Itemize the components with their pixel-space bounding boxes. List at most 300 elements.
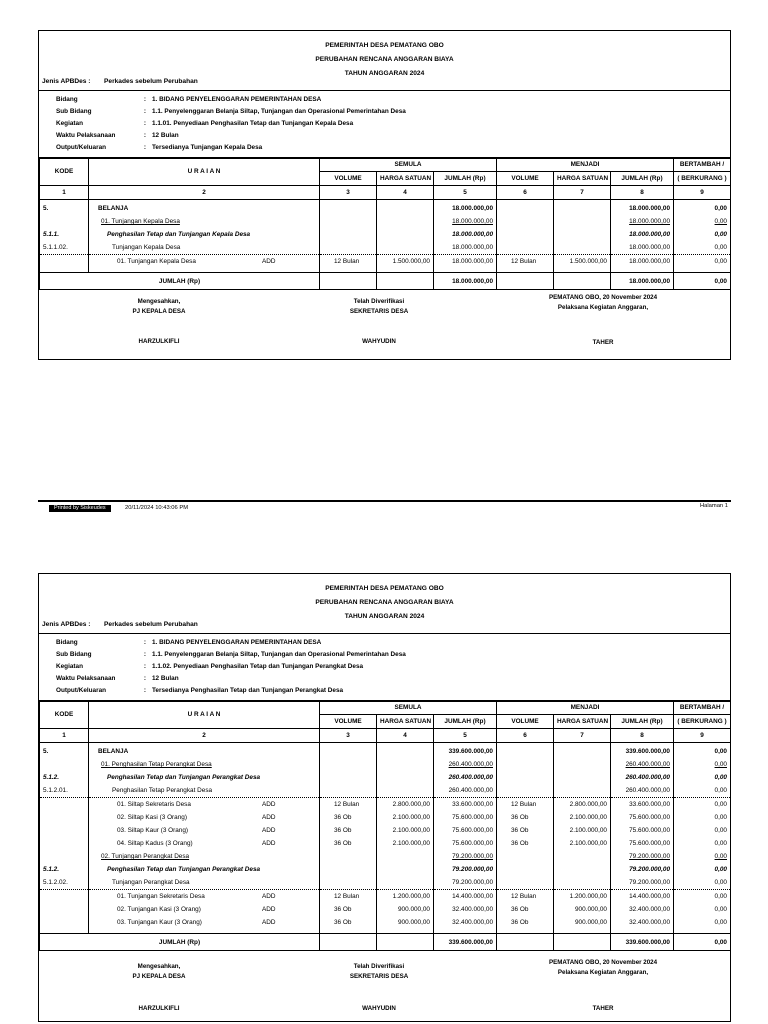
row-uraian (89, 255, 320, 269)
table-row (40, 215, 731, 228)
row-selisih: 0,00 (674, 811, 731, 824)
sumber-dana: ADD (262, 827, 276, 834)
row-uraian (89, 837, 320, 850)
jenis-value: Perkades sebelum Perubahan (104, 78, 198, 85)
row-selisih: 0,00 (674, 255, 731, 269)
jenis-label: Jenis APBDes : (42, 621, 91, 628)
row-uraian: Penghasilan Tetap dan Tunjangan Perangkat Desa (89, 863, 320, 876)
info-bidang: Bidang : 1. BIDANG PENYELENGGARAN PEMERINTAHAN DESA (56, 639, 322, 646)
row-volume-semula (320, 241, 377, 255)
row-uraian: Penghasilan Tetap Perangkat Desa (89, 784, 320, 798)
row-selisih: 0,00 (674, 771, 731, 784)
row-selisih: 0,00 (674, 758, 731, 771)
fiscal-year: TAHUN ANGGARAN 2024 (344, 613, 425, 620)
uraian-text: 04. Siltap Kadus (3 Orang) (117, 840, 193, 847)
total-semula: 18.000.000,00 (434, 273, 497, 290)
header-row (40, 158, 731, 172)
uraian-text: 01. Tunjangan Sekretaris Desa (117, 893, 205, 900)
row-volume-semula (320, 758, 377, 771)
row-jumlah-semula: 18.000.000,00 (434, 215, 497, 228)
print-footer (38, 500, 731, 516)
row-volume-semula (320, 850, 377, 863)
row-volume-semula (320, 771, 377, 784)
total-empty (554, 273, 611, 290)
info-waktu: Waktu Pelaksanaan : 12 Bulan (56, 132, 179, 139)
budget-table (39, 700, 731, 951)
row-harga-semula: 900.000,00 (377, 916, 434, 929)
row-selisih: 0,00 (674, 837, 731, 850)
budget-table (39, 157, 731, 290)
row-harga-semula (377, 228, 434, 241)
table-row (40, 228, 731, 241)
row-volume-semula (320, 743, 377, 759)
sumber-dana: ADD (262, 801, 276, 808)
sig-pelaksana: PEMATANG OBO, 20 November 2024 Pelaksana Kegiatan Anggaran, TAHER (523, 958, 683, 1014)
row-volume-menjadi: 12 Bulan (497, 890, 554, 904)
col-kode: KODE (40, 158, 89, 186)
sig-pj-kepala-desa: Mengesahkan, PJ KEPALA DESA HARZULKIFLI (99, 962, 219, 1014)
table-row (40, 758, 731, 771)
table-row (40, 863, 731, 876)
row-jumlah-menjadi: 32.400.000,00 (611, 916, 674, 929)
uraian-text: 02. Siltap Kasi (3 Orang) (117, 814, 187, 821)
table-row (40, 876, 731, 890)
col-berkurang: ( BERKURANG ) (674, 715, 731, 729)
col-number: 9 (674, 729, 731, 743)
table-row (40, 743, 731, 759)
row-selisih: 0,00 (674, 824, 731, 837)
row-kode: 5.1.2.02. (40, 876, 89, 890)
row-volume-menjadi: 36 Ob (497, 903, 554, 916)
table-row (40, 241, 731, 255)
row-volume-menjadi (497, 784, 554, 798)
col-number: 7 (554, 729, 611, 743)
row-kode: 5.1.1. (40, 228, 89, 241)
row-harga-menjadi (554, 228, 611, 241)
col-bertambah: BERTAMBAH / (674, 158, 731, 172)
sumber-dana: ADD (262, 906, 276, 913)
row-volume-semula: 36 Ob (320, 916, 377, 929)
doc-title: PERUBAHAN RENCANA ANGGARAN BIAYA (315, 599, 454, 606)
row-harga-semula (377, 784, 434, 798)
header-row (40, 701, 731, 715)
row-jumlah-menjadi: 14.400.000,00 (611, 890, 674, 904)
total-selisih: 0,00 (674, 273, 731, 290)
row-selisih: 0,00 (674, 850, 731, 863)
table-row (40, 255, 731, 269)
row-jumlah-semula: 339.600.000,00 (434, 743, 497, 759)
row-harga-menjadi (554, 784, 611, 798)
sig-sekretaris-desa: Telah Diverifikasi SEKRETARIS DESA WAHYUDIN (319, 962, 439, 1014)
col-volume: VOLUME (497, 172, 554, 186)
row-harga-semula: 2.100.000,00 (377, 811, 434, 824)
row-harga-menjadi: 1.500.000,00 (554, 255, 611, 269)
row-volume-menjadi (497, 771, 554, 784)
col-menjadi: MENJADI (497, 701, 674, 715)
col-number: 2 (89, 186, 320, 200)
print-timestamp: 20/11/2024 10:43:06 PM (125, 505, 189, 511)
row-volume-menjadi: 12 Bulan (497, 798, 554, 812)
uraian-text: 01. Tunjangan Kepala Desa (117, 258, 196, 265)
row-harga-menjadi (554, 743, 611, 759)
row-volume-menjadi: 12 Bulan (497, 255, 554, 269)
total-empty (554, 934, 611, 951)
row-kode (40, 798, 89, 812)
row-jumlah-semula: 18.000.000,00 (434, 228, 497, 241)
row-kode: 5.1.2. (40, 863, 89, 876)
table-row (40, 784, 731, 798)
row-jumlah-menjadi: 18.000.000,00 (611, 215, 674, 228)
sumber-dana: ADD (262, 919, 276, 926)
row-harga-semula: 1.500.000,00 (377, 255, 434, 269)
table-row (40, 903, 731, 916)
row-harga-menjadi: 2.100.000,00 (554, 824, 611, 837)
col-number: 2 (89, 729, 320, 743)
col-number: 3 (320, 729, 377, 743)
row-harga-menjadi: 2.800.000,00 (554, 798, 611, 812)
row-volume-semula: 12 Bulan (320, 798, 377, 812)
total-empty (377, 934, 434, 951)
total-semula: 339.600.000,00 (434, 934, 497, 951)
row-volume-semula (320, 228, 377, 241)
row-harga-semula: 900.000,00 (377, 903, 434, 916)
row-kode (40, 850, 89, 863)
total-selisih: 0,00 (674, 934, 731, 951)
row-jumlah-semula: 14.400.000,00 (434, 890, 497, 904)
col-volume: VOLUME (320, 715, 377, 729)
row-volume-menjadi (497, 200, 554, 216)
row-volume-menjadi: 36 Ob (497, 824, 554, 837)
row-uraian: Penghasilan Tetap dan Tunjangan Perangkat Desa (89, 771, 320, 784)
row-volume-menjadi (497, 743, 554, 759)
row-volume-semula: 36 Ob (320, 824, 377, 837)
pj-name: HARZULKIFLI (138, 338, 180, 345)
row-harga-menjadi: 1.200.000,00 (554, 890, 611, 904)
sumber-dana: ADD (262, 893, 276, 900)
col-uraian: U R A I A N (89, 701, 320, 729)
row-jumlah-semula: 260.400.000,00 (434, 771, 497, 784)
row-jumlah-semula: 75.600.000,00 (434, 811, 497, 824)
row-uraian: 01. Tunjangan Kepala Desa (89, 215, 320, 228)
row-kode (40, 903, 89, 916)
col-kode: KODE (40, 701, 89, 729)
col-harga: HARGA SATUAN (377, 715, 434, 729)
col-number: 4 (377, 186, 434, 200)
row-selisih: 0,00 (674, 228, 731, 241)
row-selisih: 0,00 (674, 215, 731, 228)
col-volume: VOLUME (320, 172, 377, 186)
info-output: Output/Keluaran : Tersedianya Penghasilan Tetap dan Tunjangan Perangkat Desa (56, 687, 344, 694)
row-jumlah-menjadi: 18.000.000,00 (611, 255, 674, 269)
row-jumlah-semula: 18.000.000,00 (434, 255, 497, 269)
row-volume-menjadi (497, 863, 554, 876)
row-kode (40, 255, 89, 269)
row-volume-menjadi (497, 876, 554, 890)
sig-sekretaris-desa: Telah Diverifikasi SEKRETARIS DESA WAHYUDIN (319, 297, 439, 347)
row-selisih: 0,00 (674, 743, 731, 759)
row-volume-semula: 36 Ob (320, 837, 377, 850)
sheet-header (39, 39, 730, 81)
row-harga-menjadi (554, 200, 611, 216)
info-output: Output/Keluaran : Tersedianya Tunjangan Kepala Desa (56, 144, 263, 151)
row-jumlah-menjadi: 79.200.000,00 (611, 876, 674, 890)
col-bertambah: BERTAMBAH / (674, 701, 731, 715)
rab-sheet-1 (38, 30, 731, 360)
row-harga-semula: 2.100.000,00 (377, 837, 434, 850)
sekdes-name: WAHYUDIN (362, 338, 396, 345)
row-jumlah-semula: 18.000.000,00 (434, 241, 497, 255)
row-volume-semula: 12 Bulan (320, 255, 377, 269)
row-uraian: BELANJA (89, 743, 320, 759)
pj-name: HARZULKIFLI (138, 1005, 180, 1012)
row-selisih: 0,00 (674, 798, 731, 812)
row-volume-menjadi (497, 758, 554, 771)
activity-info (39, 633, 730, 702)
gov-name: PEMERINTAH DESA PEMATANG OBO (325, 42, 444, 49)
row-harga-menjadi: 900.000,00 (554, 916, 611, 929)
row-selisih: 0,00 (674, 784, 731, 798)
row-kode (40, 916, 89, 929)
row-selisih: 0,00 (674, 876, 731, 890)
uraian-text: 02. Tunjangan Kasi (3 Orang) (117, 906, 201, 913)
row-jumlah-menjadi: 18.000.000,00 (611, 241, 674, 255)
total-menjadi: 18.000.000,00 (611, 273, 674, 290)
row-jumlah-semula: 260.400.000,00 (434, 784, 497, 798)
row-harga-semula (377, 743, 434, 759)
col-number: 7 (554, 186, 611, 200)
uraian-text: 01. Siltap Sekretaris Desa (117, 801, 191, 808)
table-row (40, 200, 731, 216)
row-jumlah-semula: 260.400.000,00 (434, 758, 497, 771)
table-row (40, 771, 731, 784)
sumber-dana: ADD (262, 258, 276, 265)
row-harga-semula (377, 758, 434, 771)
info-bidang: Bidang : 1. BIDANG PENYELENGGARAN PEMERINTAHAN DESA (56, 96, 322, 103)
row-selisih: 0,00 (674, 903, 731, 916)
row-uraian (89, 811, 320, 824)
row-harga-semula: 2.100.000,00 (377, 824, 434, 837)
row-jumlah-semula: 75.600.000,00 (434, 824, 497, 837)
row-selisih: 0,00 (674, 890, 731, 904)
row-volume-semula: 36 Ob (320, 903, 377, 916)
row-jumlah-semula: 75.600.000,00 (434, 837, 497, 850)
row-jumlah-menjadi: 33.600.000,00 (611, 798, 674, 812)
row-jumlah-menjadi: 75.600.000,00 (611, 824, 674, 837)
row-harga-semula (377, 200, 434, 216)
row-harga-menjadi (554, 863, 611, 876)
row-kode: 5.1.2.01. (40, 784, 89, 798)
row-harga-semula (377, 863, 434, 876)
table-row (40, 798, 731, 812)
col-uraian: U R A I A N (89, 158, 320, 186)
sig-pelaksana: PEMATANG OBO, 20 November 2024 Pelaksana Kegiatan Anggaran, TAHER (523, 293, 683, 348)
col-number: 6 (497, 186, 554, 200)
row-kode (40, 837, 89, 850)
row-jumlah-semula: 32.400.000,00 (434, 903, 497, 916)
col-number: 8 (611, 729, 674, 743)
row-harga-menjadi: 900.000,00 (554, 903, 611, 916)
uraian-text: 03. Tunjangan Kaur (3 Orang) (117, 919, 202, 926)
col-jumlah: JUMLAH (Rp) (434, 715, 497, 729)
row-uraian: 02. Tunjangan Perangkat Desa (89, 850, 320, 863)
total-row (40, 273, 731, 290)
sumber-dana: ADD (262, 840, 276, 847)
col-number: 5 (434, 729, 497, 743)
total-empty (377, 273, 434, 290)
row-uraian (89, 798, 320, 812)
col-number: 8 (611, 186, 674, 200)
row-volume-menjadi (497, 228, 554, 241)
col-jumlah: JUMLAH (Rp) (611, 172, 674, 186)
table-row (40, 850, 731, 863)
row-jumlah-semula: 79.200.000,00 (434, 863, 497, 876)
row-jumlah-semula: 79.200.000,00 (434, 876, 497, 890)
table-row (40, 916, 731, 929)
row-volume-menjadi (497, 850, 554, 863)
row-jumlah-menjadi: 18.000.000,00 (611, 228, 674, 241)
row-volume-menjadi (497, 241, 554, 255)
sig-pj-kepala-desa: Mengesahkan, PJ KEPALA DESA HARZULKIFLI (99, 297, 219, 347)
row-kode (40, 824, 89, 837)
row-harga-menjadi (554, 850, 611, 863)
row-jumlah-menjadi: 32.400.000,00 (611, 903, 674, 916)
row-volume-semula (320, 215, 377, 228)
row-kode (40, 758, 89, 771)
row-harga-semula (377, 241, 434, 255)
pelaksana-name: TAHER (592, 1005, 614, 1012)
row-volume-semula (320, 863, 377, 876)
row-jumlah-menjadi: 260.400.000,00 (611, 771, 674, 784)
col-menjadi: MENJADI (497, 158, 674, 172)
row-uraian (89, 903, 320, 916)
row-jumlah-menjadi: 79.200.000,00 (611, 863, 674, 876)
row-jumlah-semula: 18.000.000,00 (434, 200, 497, 216)
gov-name: PEMERINTAH DESA PEMATANG OBO (325, 585, 444, 592)
total-label: JUMLAH (Rp) (40, 273, 320, 290)
row-uraian: Tunjangan Perangkat Desa (89, 876, 320, 890)
table-row (40, 890, 731, 904)
row-uraian: BELANJA (89, 200, 320, 216)
col-number: 5 (434, 186, 497, 200)
row-jumlah-menjadi: 260.400.000,00 (611, 784, 674, 798)
row-jumlah-menjadi: 75.600.000,00 (611, 837, 674, 850)
total-empty (497, 934, 554, 951)
row-volume-semula (320, 784, 377, 798)
info-sub-bidang: Sub Bidang : 1.1. Penyelenggaran Belanja Siltap, Tunjangan dan Operasional Pemerintahan Desa (56, 651, 406, 658)
row-harga-menjadi (554, 241, 611, 255)
row-selisih: 0,00 (674, 200, 731, 216)
table-row (40, 811, 731, 824)
col-harga: HARGA SATUAN (554, 172, 611, 186)
col-harga: HARGA SATUAN (377, 172, 434, 186)
row-selisih: 0,00 (674, 863, 731, 876)
row-volume-menjadi: 36 Ob (497, 916, 554, 929)
row-kode: 5. (40, 200, 89, 216)
col-number: 3 (320, 186, 377, 200)
pelaksana-name: TAHER (592, 339, 614, 346)
row-volume-semula: 12 Bulan (320, 890, 377, 904)
row-kode (40, 811, 89, 824)
col-number-row (40, 729, 731, 743)
row-harga-semula (377, 215, 434, 228)
row-kode: 5.1.2. (40, 771, 89, 784)
rab-sheet-2 (38, 573, 731, 1022)
col-number: 1 (40, 186, 89, 200)
row-volume-menjadi: 36 Ob (497, 811, 554, 824)
col-volume: VOLUME (497, 715, 554, 729)
info-waktu: Waktu Pelaksanaan : 12 Bulan (56, 675, 179, 682)
table-row (40, 837, 731, 850)
jenis-apbdes (42, 78, 198, 85)
col-number: 1 (40, 729, 89, 743)
row-harga-menjadi: 2.100.000,00 (554, 811, 611, 824)
row-uraian (89, 890, 320, 904)
page-number: Halaman 1 (699, 503, 728, 509)
row-uraian: 01. Penghasilan Tetap Perangkat Desa (89, 758, 320, 771)
jenis-apbdes (42, 621, 198, 628)
col-harga: HARGA SATUAN (554, 715, 611, 729)
row-jumlah-semula: 32.400.000,00 (434, 916, 497, 929)
col-number: 9 (674, 186, 731, 200)
col-jumlah: JUMLAH (Rp) (611, 715, 674, 729)
row-selisih: 0,00 (674, 916, 731, 929)
total-row (40, 934, 731, 951)
row-selisih: 0,00 (674, 241, 731, 255)
info-kegiatan: Kegiatan : 1.1.01. Penyediaan Penghasilan Tetap dan Tunjangan Kepala Desa (56, 120, 354, 127)
col-number-row (40, 186, 731, 200)
total-menjadi: 339.600.000,00 (611, 934, 674, 951)
row-harga-semula: 2.800.000,00 (377, 798, 434, 812)
row-kode (40, 215, 89, 228)
row-volume-semula (320, 200, 377, 216)
row-jumlah-menjadi: 79.200.000,00 (611, 850, 674, 863)
col-number: 6 (497, 729, 554, 743)
row-uraian (89, 916, 320, 929)
doc-title: PERUBAHAN RENCANA ANGGARAN BIAYA (315, 56, 454, 63)
row-harga-semula (377, 771, 434, 784)
row-harga-semula: 1.200.000,00 (377, 890, 434, 904)
row-harga-menjadi (554, 758, 611, 771)
row-harga-menjadi: 2.100.000,00 (554, 837, 611, 850)
col-semula: SEMULA (320, 158, 497, 172)
col-berkurang: ( BERKURANG ) (674, 172, 731, 186)
row-volume-semula (320, 876, 377, 890)
jenis-label: Jenis APBDes : (42, 78, 91, 85)
row-harga-semula (377, 850, 434, 863)
total-empty (497, 273, 554, 290)
col-number: 4 (377, 729, 434, 743)
col-jumlah: JUMLAH (Rp) (434, 172, 497, 186)
row-uraian: Tunjangan Kepala Desa (89, 241, 320, 255)
row-jumlah-semula: 79.200.000,00 (434, 850, 497, 863)
total-empty (320, 273, 377, 290)
row-volume-semula: 36 Ob (320, 811, 377, 824)
info-sub-bidang: Sub Bidang : 1.1. Penyelenggaran Belanja Siltap, Tunjangan dan Operasional Pemerintahan Desa (56, 108, 406, 115)
table-row (40, 824, 731, 837)
col-semula: SEMULA (320, 701, 497, 715)
total-empty (320, 934, 377, 951)
info-kegiatan: Kegiatan : 1.1.02. Penyediaan Penghasilan Tetap dan Tunjangan Perangkat Desa (56, 663, 364, 670)
row-harga-semula (377, 876, 434, 890)
row-jumlah-menjadi: 260.400.000,00 (611, 758, 674, 771)
fiscal-year: TAHUN ANGGARAN 2024 (344, 70, 425, 77)
sheet-header (39, 582, 730, 624)
row-volume-menjadi: 36 Ob (497, 837, 554, 850)
sumber-dana: ADD (262, 814, 276, 821)
uraian-text: 03. Siltap Kaur (3 Orang) (117, 827, 189, 834)
total-label: JUMLAH (Rp) (40, 934, 320, 951)
row-jumlah-menjadi: 75.600.000,00 (611, 811, 674, 824)
